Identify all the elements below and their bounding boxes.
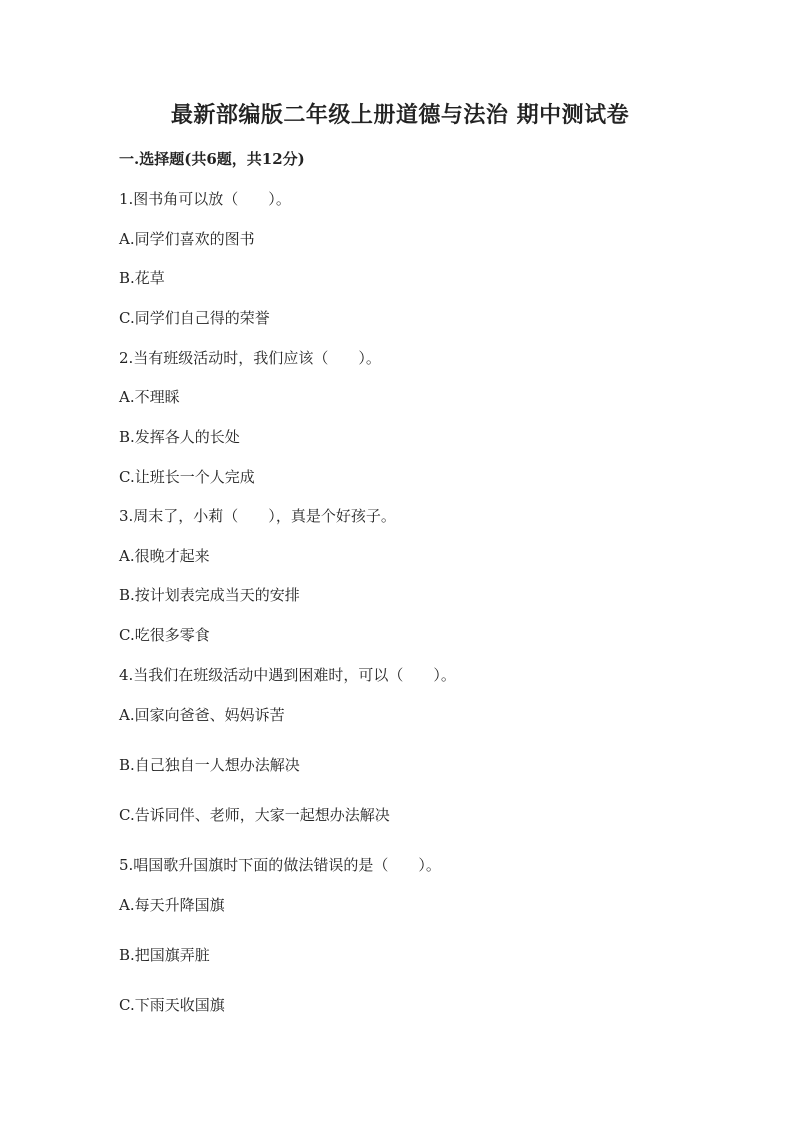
option-c: C.告诉同伴、老师，大家一起想办法解决 [119, 806, 390, 824]
option-c: C.吃很多零食 [119, 626, 210, 644]
question-stem: 3.周末了，小莉（ ），真是个好孩子。 [119, 507, 396, 525]
question-stem: 1.图书角可以放（ ）。 [119, 190, 291, 208]
option-c: C.让班长一个人完成 [119, 468, 255, 486]
option-a: A.同学们喜欢的图书 [119, 230, 255, 248]
option-b: B.按计划表完成当天的安排 [119, 586, 300, 604]
option-b: B.自己独自一人想办法解决 [119, 756, 300, 774]
option-c: C.下雨天收国旗 [119, 996, 225, 1014]
option-a: A.回家向爸爸、妈妈诉苦 [119, 706, 285, 724]
option-b: B.把国旗弄脏 [119, 946, 210, 964]
option-b: B.花草 [119, 269, 165, 287]
option-c: C.同学们自己得的荣誉 [119, 309, 270, 327]
option-a: A.每天升降国旗 [119, 896, 225, 914]
option-b: B.发挥各人的长处 [119, 428, 240, 446]
question-stem: 2.当有班级活动时，我们应该（ ）。 [119, 349, 381, 367]
section-heading: 一.选择题(共6题，共12分) [119, 150, 305, 168]
question-stem: 4.当我们在班级活动中遇到困难时，可以（ ）。 [119, 666, 456, 684]
document-title: 最新部编版二年级上册道德与法治 期中测试卷 [170, 102, 630, 128]
question-stem: 5.唱国歌升国旗时下面的做法错误的是（ ）。 [119, 856, 441, 874]
option-a: A.很晚才起来 [119, 547, 210, 565]
option-a: A.不理睬 [119, 388, 180, 406]
